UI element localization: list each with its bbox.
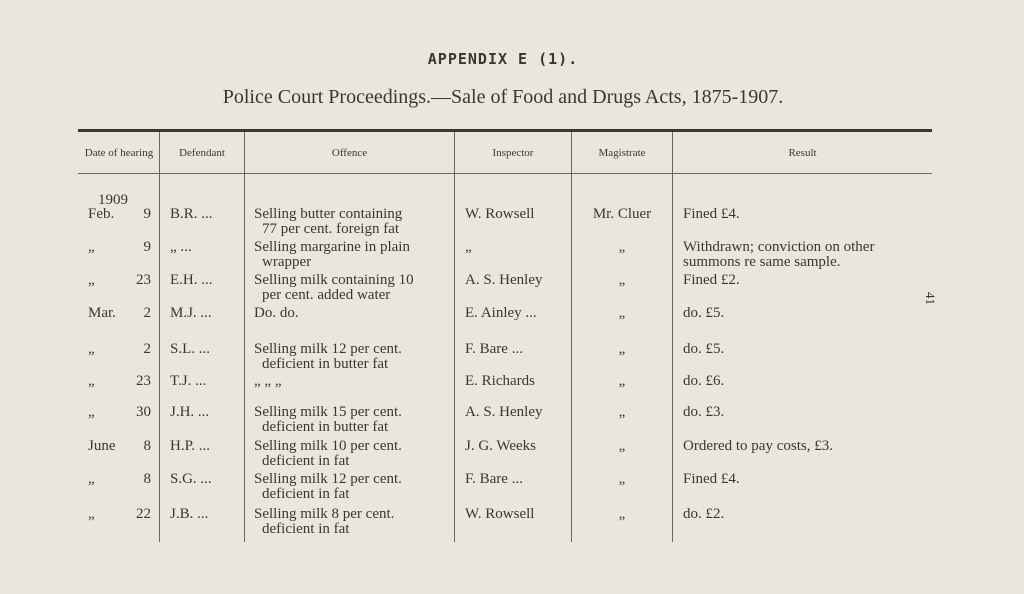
header-offence: Offence (331, 146, 368, 159)
header-result: Result (788, 146, 817, 159)
magistrate-cell: „ (618, 471, 626, 487)
header-bottom-rule (78, 173, 932, 174)
page-number: 41 (923, 292, 938, 305)
date-day: 8 (143, 471, 151, 487)
header-magistrate: Magistrate (598, 146, 646, 159)
date-day: 30 (136, 404, 151, 420)
column-divider (244, 132, 245, 542)
header-defendant: Defendant (179, 146, 225, 159)
column-divider (159, 132, 160, 542)
result-cell: Fined £2. (683, 272, 740, 288)
date-day: 8 (143, 438, 151, 454)
magistrate-cell: Mr. Cluer (592, 206, 652, 222)
magistrate-cell: „ (618, 305, 626, 321)
result-cell: do. £3. (683, 404, 725, 420)
date-month: „ (88, 272, 95, 288)
date-month: „ (88, 471, 95, 487)
offence-cell: Selling milk 12 per cent. deficient in butter fat (254, 341, 402, 372)
result-cell: do. £5. (683, 305, 725, 321)
offence-cell: Selling margarine in plain wrapper (254, 239, 410, 270)
offence-cell: Selling butter containing 77 per cent. foreign fat (254, 206, 403, 237)
inspector-cell: F. Bare ... (465, 341, 523, 357)
column-divider (672, 132, 673, 542)
date-day: 2 (143, 305, 151, 321)
date-month: „ (88, 341, 95, 357)
result-cell: Ordered to pay costs, £3. (683, 438, 833, 454)
defendant-cell: B.R. ... (170, 206, 213, 222)
column-divider (454, 132, 455, 542)
page-subtitle: Police Court Proceedings.—Sale of Food and Drugs Acts, 1875-1907. (222, 86, 784, 108)
inspector-cell: A. S. Henley (465, 404, 543, 420)
date-day: 22 (136, 506, 151, 522)
defendant-cell: T.J. ... (170, 373, 207, 389)
date-month: June (88, 438, 116, 454)
inspector-cell: J. G. Weeks (465, 438, 537, 454)
magistrate-cell: „ (618, 506, 626, 522)
result-cell: do. £2. (683, 506, 725, 522)
date-day: 23 (136, 272, 151, 288)
magistrate-cell: „ (618, 341, 626, 357)
date-day: 23 (136, 373, 151, 389)
result-cell: do. £6. (683, 373, 725, 389)
date-month: Mar. (88, 305, 116, 321)
inspector-cell: W. Rowsell (465, 506, 535, 522)
result-cell: Withdrawn; conviction on other summons re same sample. (683, 239, 875, 270)
offence-cell: Selling milk 12 per cent. deficient in fat (254, 471, 402, 502)
offence-cell: Selling milk 15 per cent. deficient in butter fat (254, 404, 402, 435)
appendix-title: APPENDIX E (1). (427, 50, 579, 68)
defendant-cell: S.G. ... (170, 471, 212, 487)
defendant-cell: S.L. ... (170, 341, 211, 357)
date-month: Feb. (88, 206, 115, 222)
inspector-cell: F. Bare ... (465, 471, 523, 487)
defendant-cell: H.P. ... (170, 438, 211, 454)
defendant-cell: J.B. ... (170, 506, 209, 522)
table-top-rule (78, 129, 932, 132)
defendant-cell: „ ... (170, 239, 192, 255)
magistrate-cell: „ (618, 239, 626, 255)
magistrate-cell: „ (618, 373, 626, 389)
result-cell: Fined £4. (683, 206, 740, 222)
result-cell: do. £5. (683, 341, 725, 357)
date-day: 9 (143, 206, 151, 222)
offence-cell: „ „ „ (254, 373, 282, 389)
date-day: 2 (143, 341, 151, 357)
magistrate-cell: „ (618, 272, 626, 288)
magistrate-cell: „ (618, 404, 626, 420)
magistrate-cell: „ (618, 438, 626, 454)
date-month: „ (88, 373, 95, 389)
offence-cell: Selling milk 10 per cent. deficient in fat (254, 438, 402, 469)
result-cell: Fined £4. (683, 471, 740, 487)
date-month: „ (88, 239, 95, 255)
offence-cell: Do. do. (254, 305, 299, 321)
offence-cell: Selling milk containing 10 per cent. added water (254, 272, 414, 303)
offence-cell: Selling milk 8 per cent. deficient in fat (254, 506, 395, 537)
header-date: Date of hearing (84, 146, 154, 159)
defendant-cell: E.H. ... (170, 272, 213, 288)
defendant-cell: J.H. ... (170, 404, 210, 420)
inspector-cell: E. Ainley ... (465, 305, 537, 321)
inspector-cell: W. Rowsell (465, 206, 535, 222)
date-month: „ (88, 404, 95, 420)
inspector-cell: A. S. Henley (465, 272, 543, 288)
date-month: „ (88, 506, 95, 522)
date-day: 9 (143, 239, 151, 255)
year-label: 1909 (98, 192, 128, 208)
header-inspector: Inspector (492, 146, 534, 159)
inspector-cell: E. Richards (465, 373, 535, 389)
inspector-cell: „ (465, 239, 472, 255)
defendant-cell: M.J. ... (170, 305, 212, 321)
